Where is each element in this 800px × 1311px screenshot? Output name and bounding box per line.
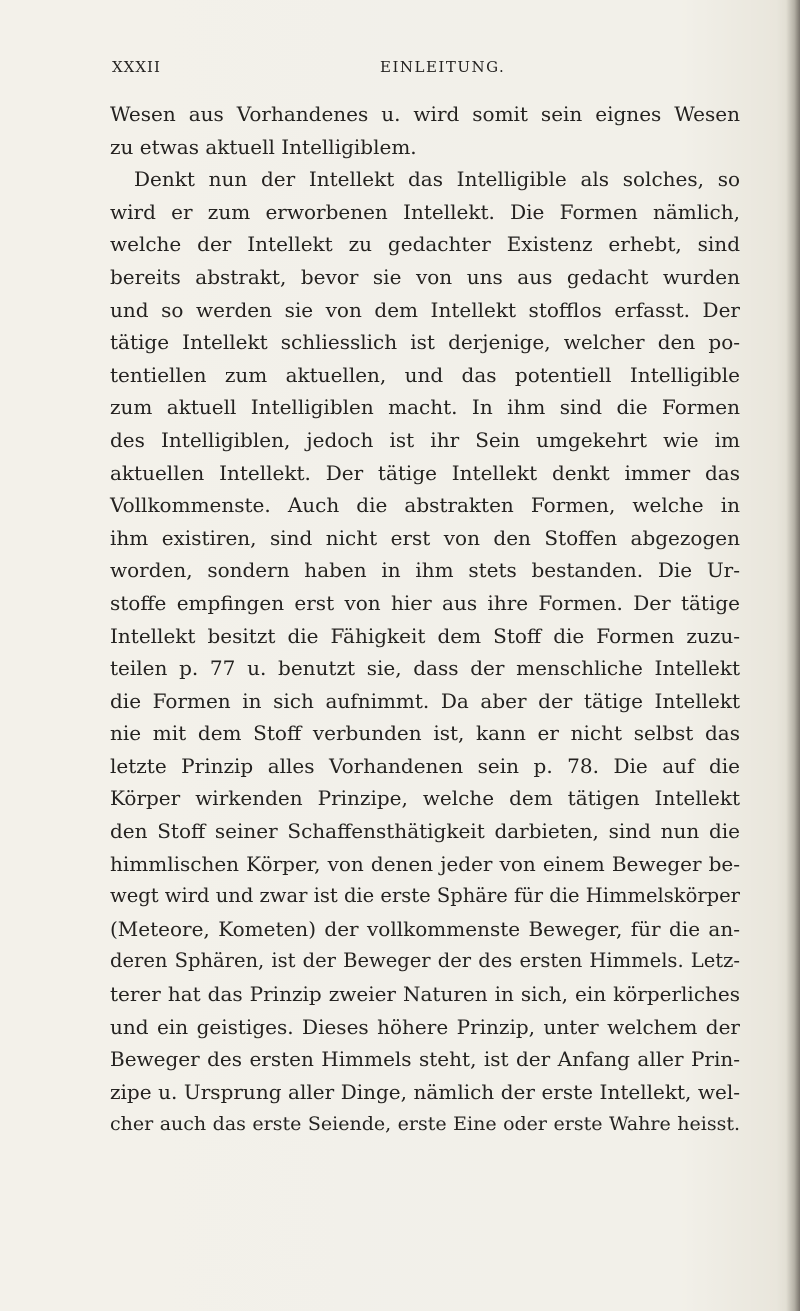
text-line: zu etwas aktuell Intelligiblem.: [110, 134, 417, 159]
text-line: deren Sphären, ist der Beweger der des ersten Himmels. Letz-: [110, 949, 740, 973]
text-line: nie mit dem Stoff verbunden ist, kann er nicht selbst das: [110, 721, 740, 746]
text-line: welche der Intellekt zu gedachter Existenz erhebt, sind: [110, 232, 740, 257]
text-line: wegt wird und zwar ist die erste Sphäre für die Himmelskörper: [110, 884, 740, 908]
text-line: wird er zum erworbenen Intellekt. Die Formen nämlich,: [110, 199, 740, 224]
running-head: [112, 58, 732, 80]
text-line: stoffe empfingen erst von hier aus ihre Formen. Der tätige: [110, 590, 740, 615]
text-line: worden, sondern haben in ihm stets bestanden. Die Ur-: [110, 558, 740, 583]
text-line: und so werden sie von dem Intellekt stofflos erfasst. Der: [110, 297, 740, 322]
text-line: Denkt nun der Intellekt das Intelligible als solches, so: [134, 167, 740, 192]
text-line: die Formen in sich aufnimmt. Da aber der tätige Intellekt: [110, 688, 740, 713]
text-line: zipe u. Ursprung aller Dinge, nämlich der erste Intellekt, wel-: [110, 1079, 740, 1104]
text-line: terer hat das Prinzip zweier Naturen in sich, ein körperliches: [110, 982, 740, 1007]
text-line: ihm existiren, sind nicht erst von den Stoffen abgezogen: [110, 525, 740, 550]
text-line: bereits abstrakt, bevor sie von uns aus gedacht wurden: [110, 264, 740, 289]
text-line: Wesen aus Vorhandenes u. wird somit sein eignes Wesen: [110, 102, 740, 126]
text-line: Vollkommenste. Auch die abstrakten Formen, welche in: [110, 493, 740, 518]
text-line: teilen p. 77 u. benutzt sie, dass der menschliche Intellekt: [110, 656, 740, 681]
page-edge-shadow: [786, 0, 800, 1311]
text-line: letzte Prinzip alles Vorhandenen sein p. 78. Die auf die: [110, 753, 740, 778]
text-line: und ein geistiges. Dieses höhere Prinzip, unter welchem der: [110, 1014, 740, 1039]
header-title: EINLEITUNG.: [380, 58, 506, 76]
body-text: [110, 98, 740, 1141]
page-number: XXXII: [112, 58, 161, 76]
text-line: aktuellen Intellekt. Der tätige Intellekt denkt immer das: [110, 460, 740, 485]
text-line: Körper wirkenden Prinzipe, welche dem tätigen Intellekt: [110, 786, 740, 811]
text-line: tentiellen zum aktuellen, und das potentiell Intelligible: [110, 362, 740, 387]
text-line: (Meteore, Kometen) der vollkommenste Beweger, für die an-: [110, 916, 740, 941]
text-line: zum aktuell Intelligiblen macht. In ihm sind die Formen: [110, 395, 740, 420]
text-line: himmlischen Körper, von denen jeder von einem Beweger be-: [110, 851, 740, 876]
text-line: des Intelligiblen, jedoch ist ihr Sein umgekehrt wie im: [110, 427, 740, 452]
text-line: Intellekt besitzt die Fähigkeit dem Stoff die Formen zuzu-: [110, 623, 740, 648]
text-line: tätige Intellekt schliesslich ist derjenige, welcher den po-: [110, 330, 740, 355]
text-line: Beweger des ersten Himmels steht, ist der Anfang aller Prin-: [110, 1047, 740, 1072]
text-line: den Stoff seiner Schaffensthätigkeit darbieten, sind nun die: [110, 819, 740, 844]
text-line: cher auch das erste Seiende, erste Eine oder erste Wahre heisst.: [110, 1113, 740, 1136]
